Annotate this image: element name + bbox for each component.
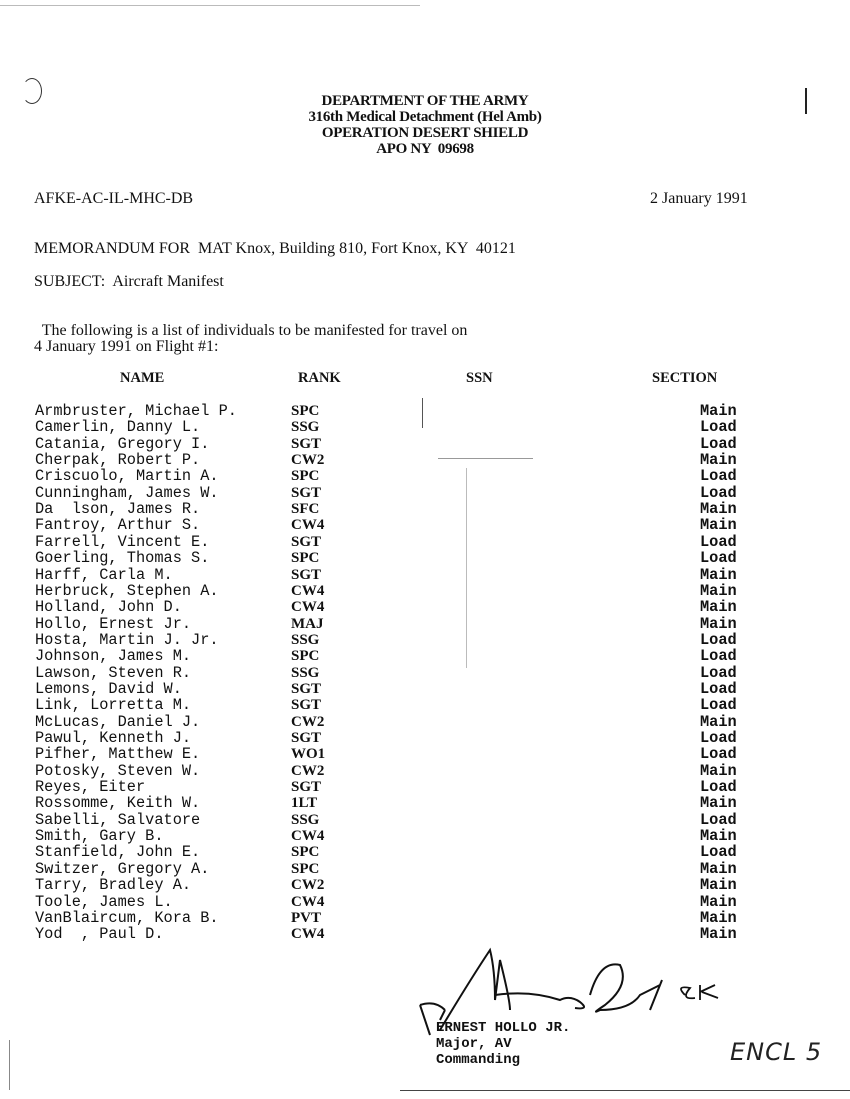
person-section: Main [700,598,737,617]
person-name: Harff, Carla M. [35,565,173,584]
person-section: Main [700,402,737,420]
office-symbol: AFKE-AC-IL-MHC-DB [34,190,194,207]
person-section: Load [700,663,737,682]
letterhead-address: APO NY 09698 [376,141,474,157]
person-section: Main [700,761,737,780]
table-row [0,616,850,632]
person-rank: SPC [291,844,320,861]
person-section: Load [700,843,737,862]
person-section: Main [700,908,737,927]
person-name: Holland, John D. [35,598,182,617]
person-rank: SSG [291,419,320,436]
signer-rank: Major, AV [436,1036,512,1052]
memo-for-label: MEMORANDUM FOR [34,240,191,257]
person-name: Sabelli, Salvatore [35,810,201,829]
person-rank: CW4 [291,926,325,943]
person-rank: SGT [291,697,322,714]
table-row [0,844,850,860]
scan-artifact-margin-mark [805,88,807,114]
table-row [0,648,850,664]
person-rank: CW2 [291,877,325,894]
table-row [0,403,850,419]
person-rank: CW2 [291,762,325,779]
person-section: Main [700,581,737,600]
table-row [0,485,850,501]
person-section: Main [700,876,737,895]
person-name: Hosta, Martin J. Jr. [35,630,219,649]
table-row [0,861,850,877]
person-section: Load [700,729,737,747]
intro-line-1: The following is a list of individuals to be manifested for travel on [34,322,468,339]
person-rank: PVT [291,909,321,926]
person-rank: SPC [291,468,320,485]
column-header-section: SECTION [652,370,718,386]
person-section: Main [700,614,737,633]
person-name: Tarry, Bradley A. [35,876,192,895]
table-row [0,632,850,648]
person-name: Smith, Gary B. [35,827,164,846]
person-name: Johnson, James M. [35,647,192,666]
person-name: Herbruck, Stephen A. [35,581,219,600]
person-rank: SGT [291,779,322,796]
person-rank: SPC [291,860,320,877]
person-section: Main [700,516,737,535]
person-name: Potosky, Steven W. [35,761,201,780]
person-rank: SSG [291,664,320,681]
person-rank: SSG [291,811,320,828]
person-rank: CW4 [291,893,325,910]
person-name: McLucas, Daniel J. [35,712,201,731]
memo-for-recipient: MAT Knox, Building 810, Fort Knox, KY 40121 [198,240,516,257]
person-name: Cunningham, James W. [35,483,219,502]
subject-text: Aircraft Manifest [112,273,224,290]
table-row [0,795,850,811]
person-section: Load [700,810,737,829]
signer-role: Commanding [436,1052,521,1068]
person-rank: SGT [291,484,322,501]
person-rank: WO1 [291,746,326,763]
table-row [0,436,850,452]
person-rank: CW4 [291,828,325,845]
person-rank: SPC [291,550,320,567]
table-row [0,697,850,713]
table-row [0,779,850,795]
person-name: Reyes, Eiter [35,778,146,797]
person-section: Main [700,859,737,878]
table-row [0,550,850,566]
table-row [0,567,850,583]
table-row [0,681,850,697]
table-row [0,468,850,484]
person-section: Main [700,794,737,813]
person-name: Yod , Paul D. [35,925,164,944]
person-name: Stanfield, John E. [35,843,201,862]
person-name: Link, Lorretta M. [35,696,192,715]
person-name: VanBlaircum, Kora B. [35,908,219,927]
scan-artifact-top [0,5,420,6]
table-row [0,714,850,730]
person-section: Load [700,679,737,698]
person-section: Main [700,451,737,470]
person-rank: CW4 [291,599,325,616]
person-section: Load [700,549,737,568]
person-section: Load [700,778,737,797]
signer-name: ERNEST HOLLO JR. [436,1020,571,1036]
person-name: Switzer, Gregory A. [35,859,210,878]
person-rank: SGT [291,566,322,583]
person-rank: MAJ [291,615,324,632]
person-name: Hollo, Ernest Jr. [35,614,192,633]
person-name: Fantroy, Arthur S. [35,516,201,535]
person-section: Load [700,745,737,764]
person-rank: SGT [291,533,322,550]
letterhead-department: DEPARTMENT OF THE ARMY [321,93,529,109]
enclosure-mark: ENCL 5 [730,1038,823,1066]
person-name: Rossomme, Keith W. [35,794,201,813]
person-rank: SPC [291,403,320,419]
table-row [0,517,850,533]
scan-artifact-left-edge [9,1040,10,1090]
table-row [0,501,850,517]
person-rank: SGT [291,730,322,746]
person-section: Load [700,532,737,551]
person-name: Cherpak, Robert P. [35,451,201,470]
table-row [0,894,850,910]
memo-date: 2 January 1991 [650,190,748,207]
person-rank: 1LT [291,795,318,812]
person-section: Main [700,925,737,944]
person-section: Load [700,418,737,437]
person-name: Pawul, Kenneth J. [35,729,192,747]
memo-for-line [34,240,516,258]
table-row [0,910,850,926]
table-row [0,452,850,468]
person-name: Farrell, Vincent E. [35,532,210,551]
table-row [0,419,850,435]
person-rank: SGT [291,680,322,697]
person-rank: SSG [291,631,320,648]
person-section: Load [700,483,737,502]
intro-line-2: 4 January 1991 on Flight #1: [34,338,219,355]
person-name: Catania, Gregory I. [35,434,210,453]
person-section: Main [700,892,737,911]
bottom-rule [400,1090,850,1091]
person-name: Armbruster, Michael P. [35,402,237,420]
subject-label: SUBJECT: [34,273,106,290]
column-header-name: NAME [120,370,165,386]
person-rank: CW4 [291,517,325,534]
person-section: Load [700,630,737,649]
person-rank: SFC [291,501,320,518]
person-section: Main [700,827,737,846]
person-section: Load [700,647,737,666]
subject-line [34,273,224,291]
person-name: Camerlin, Danny L. [35,418,201,437]
person-rank: SPC [291,648,320,665]
letterhead-unit: 316th Medical Detachment (Hel Amb) [308,109,542,125]
person-rank: CW2 [291,452,325,469]
person-section: Load [700,696,737,715]
person-name: Toole, James L. [35,892,173,911]
person-section: Load [700,434,737,453]
person-rank: SGT [291,435,322,452]
person-name: Pifher, Matthew E. [35,745,201,764]
person-section: Main [700,712,737,731]
table-row [0,877,850,893]
column-header-ssn: SSN [466,370,493,386]
person-name: Lemons, David W. [35,679,182,698]
person-name: Criscuolo, Martin A. [35,467,219,486]
table-row [0,763,850,779]
table-row [0,534,850,550]
table-row [0,665,850,681]
table-row [0,599,850,615]
person-rank: CW2 [291,713,325,730]
table-row [0,828,850,844]
table-row [0,746,850,762]
person-section: Main [700,565,737,584]
table-row [0,812,850,828]
column-header-rank: RANK [298,370,341,386]
letterhead-operation: OPERATION DESERT SHIELD [321,125,529,141]
person-section: Main [700,500,737,519]
person-rank: CW4 [291,582,325,599]
table-row [0,583,850,599]
table-row [0,730,850,746]
person-name: Goerling, Thomas S. [35,549,210,568]
person-name: Lawson, Steven R. [35,663,192,682]
person-name: Da lson, James R. [35,500,201,519]
person-section: Load [700,467,737,486]
